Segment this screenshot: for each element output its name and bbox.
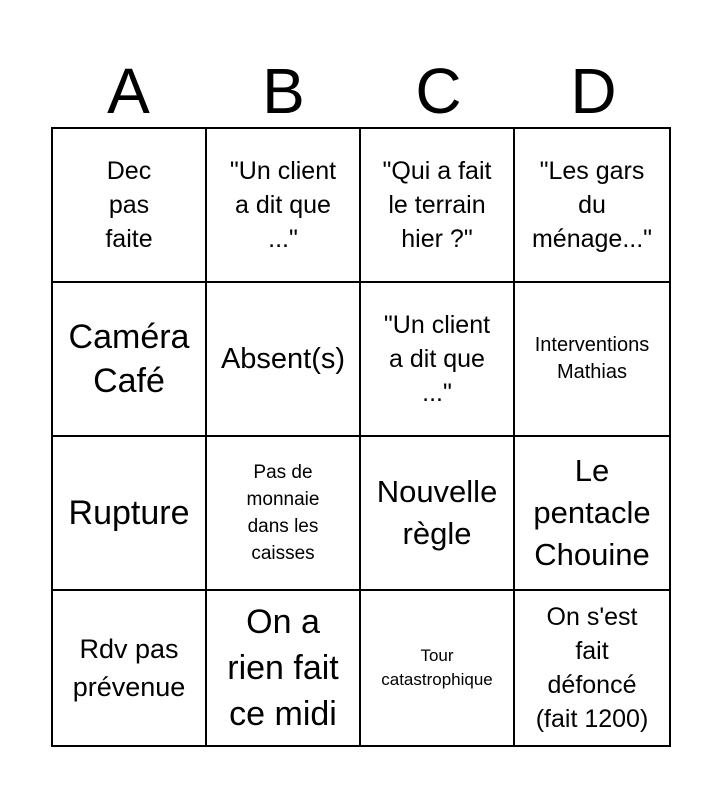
bingo-cell[interactable]: Dec pas faite — [53, 129, 207, 283]
bingo-cell[interactable]: "Qui a fait le terrain hier ?" — [361, 129, 515, 283]
bingo-cell[interactable]: Interventions Mathias — [515, 283, 669, 437]
bingo-cell[interactable]: Absent(s) — [207, 283, 361, 437]
bingo-cell[interactable]: On s'est fait défoncé (fait 1200) — [535, 603, 649, 733]
bingo-cell[interactable]: Caméra Café — [53, 283, 207, 437]
bingo-grid — [51, 127, 671, 747]
column-letter-c: C — [415, 55, 462, 127]
column-letter-b: B — [262, 55, 305, 127]
bingo-cell[interactable]: "Les gars du ménage..." — [515, 129, 669, 283]
bingo-cell[interactable]: Tour catastrophique — [361, 591, 515, 745]
bingo-cell[interactable]: "Un client a dit que ..." — [361, 283, 515, 437]
bingo-cell[interactable]: Nouvelle règle — [361, 437, 515, 591]
column-letter-a: A — [107, 55, 150, 127]
bingo-cell[interactable]: Rupture — [53, 437, 207, 591]
bingo-cell[interactable]: On a rien fait ce midi — [207, 591, 361, 745]
bingo-cell[interactable]: Le pentacle Chouine — [515, 437, 669, 591]
column-letter-d: D — [570, 55, 617, 127]
bingo-cell[interactable]: Pas de monnaie dans les caisses — [207, 437, 361, 591]
bingo-cell[interactable]: Rdv pas prévenue — [53, 591, 207, 745]
bingo-cell[interactable]: "Un client a dit que ..." — [207, 129, 361, 283]
bingo-header — [51, 55, 671, 127]
